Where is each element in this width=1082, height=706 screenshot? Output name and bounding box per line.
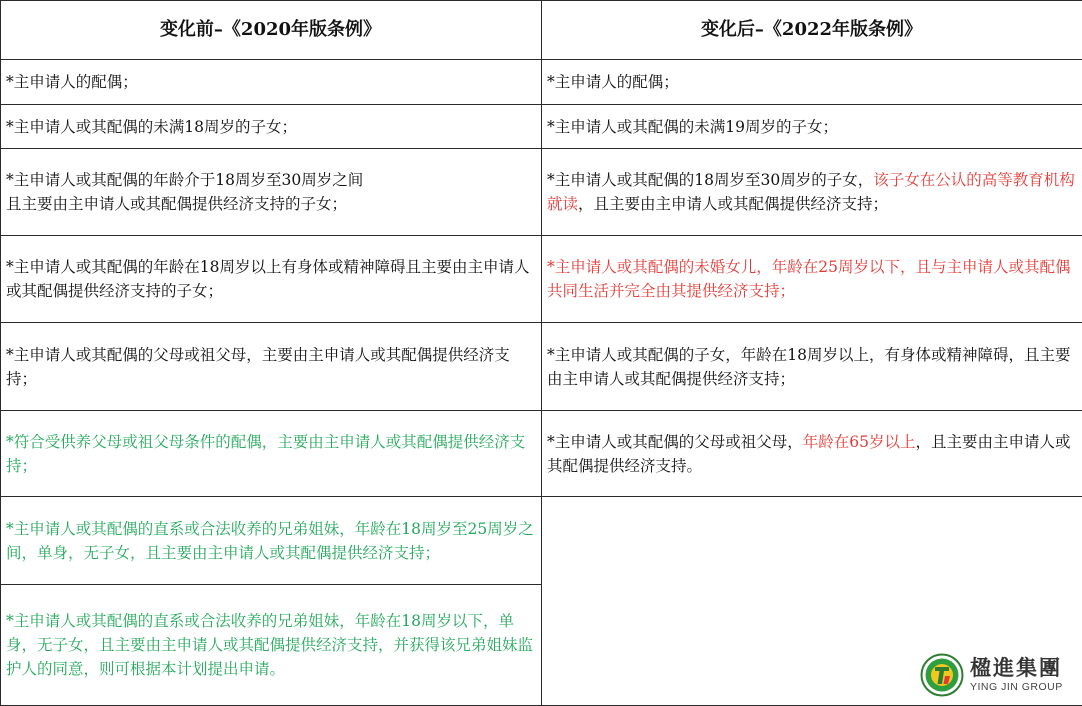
row-6-after bbox=[542, 411, 1082, 497]
logo-chinese-name: 楹進集團 bbox=[970, 656, 1063, 680]
row-1-before: *主申请人的配偶； bbox=[1, 60, 542, 105]
table-row bbox=[1, 236, 1082, 323]
logo-emblem-icon bbox=[920, 653, 964, 697]
row-6-after-highlight: 年龄在65岁以上 bbox=[803, 433, 916, 451]
row-3-after bbox=[542, 149, 1082, 236]
table-row bbox=[1, 60, 1082, 105]
row-3-after-text-c: ，且主要由主申请人或其配偶提供经济支持； bbox=[578, 195, 888, 213]
row-6-before: *符合受供养父母或祖父母条件的配偶，主要由主申请人或其配偶提供经济支持； bbox=[1, 411, 542, 497]
row-7-before: *主申请人或其配偶的直系或合法收养的兄弟姐妹，年龄在18周岁至25周岁之间，单身，无子女，且主要由主申请人或其配偶提供经济支持； bbox=[1, 497, 542, 585]
header-before: 变化前–《2020年版条例》 bbox=[1, 1, 542, 60]
row-2-before: *主申请人或其配偶的未满18周岁的子女； bbox=[1, 105, 542, 149]
table-row bbox=[1, 411, 1082, 497]
row-6-after-text-a: *主申请人或其配偶的父母或祖父母， bbox=[547, 433, 803, 451]
row-4-before: *主申请人或其配偶的年龄在18周岁以上有身体或精神障碍且主要由主申请人或其配偶提供经济支持的子女； bbox=[1, 236, 542, 323]
logo-text bbox=[970, 656, 1063, 694]
row-2-after: *主申请人或其配偶的未满19周岁的子女； bbox=[542, 105, 1082, 149]
company-logo bbox=[920, 652, 1076, 698]
table-row bbox=[1, 149, 1082, 236]
logo-english-name: YING JIN GROUP bbox=[970, 680, 1063, 694]
table-header-row bbox=[1, 1, 1082, 60]
row-8-before: *主申请人或其配偶的直系或合法收养的兄弟姐妹，年龄在18周岁以下，单身，无子女，且主要由主申请人或其配偶提供经济支持，并获得该兄弟姐妹监护人的同意，则可根据本计划提出申请。 bbox=[1, 585, 542, 706]
row-3-before-line1: *主申请人或其配偶的年龄介于18周岁至30周岁之间 bbox=[6, 171, 363, 189]
row-3-before bbox=[1, 149, 542, 236]
row-3-before-line2: 且主要由主申请人或其配偶提供经济支持的子女； bbox=[6, 195, 347, 213]
row-6-after-text-c: ，且主要由主申请人或其配偶提供经济支持。 bbox=[547, 433, 1071, 475]
row-5-after: *主申请人或其配偶的子女，年龄在18周岁以上，有身体或精神障碍，且主要由主申请人或其配偶提供经济支持； bbox=[542, 323, 1082, 411]
table-row bbox=[1, 497, 1082, 585]
header-after: 变化后–《2022年版条例》 bbox=[542, 1, 1082, 60]
row-1-after: *主申请人的配偶； bbox=[542, 60, 1082, 105]
table-row bbox=[1, 105, 1082, 149]
row-5-before: *主申请人或其配偶的父母或祖父母，主要由主申请人或其配偶提供经济支持； bbox=[1, 323, 542, 411]
table-row bbox=[1, 323, 1082, 411]
row-4-after: *主申请人或其配偶的未婚女儿，年龄在25周岁以下，且与主申请人或其配偶共同生活并完全由其提供经济支持； bbox=[542, 236, 1082, 323]
row-3-after-text-a: *主申请人或其配偶的18周岁至30周岁的子女， bbox=[547, 171, 873, 189]
row-3-after-highlight: 该子女在公认的高等教育机构就读 bbox=[547, 171, 1075, 213]
